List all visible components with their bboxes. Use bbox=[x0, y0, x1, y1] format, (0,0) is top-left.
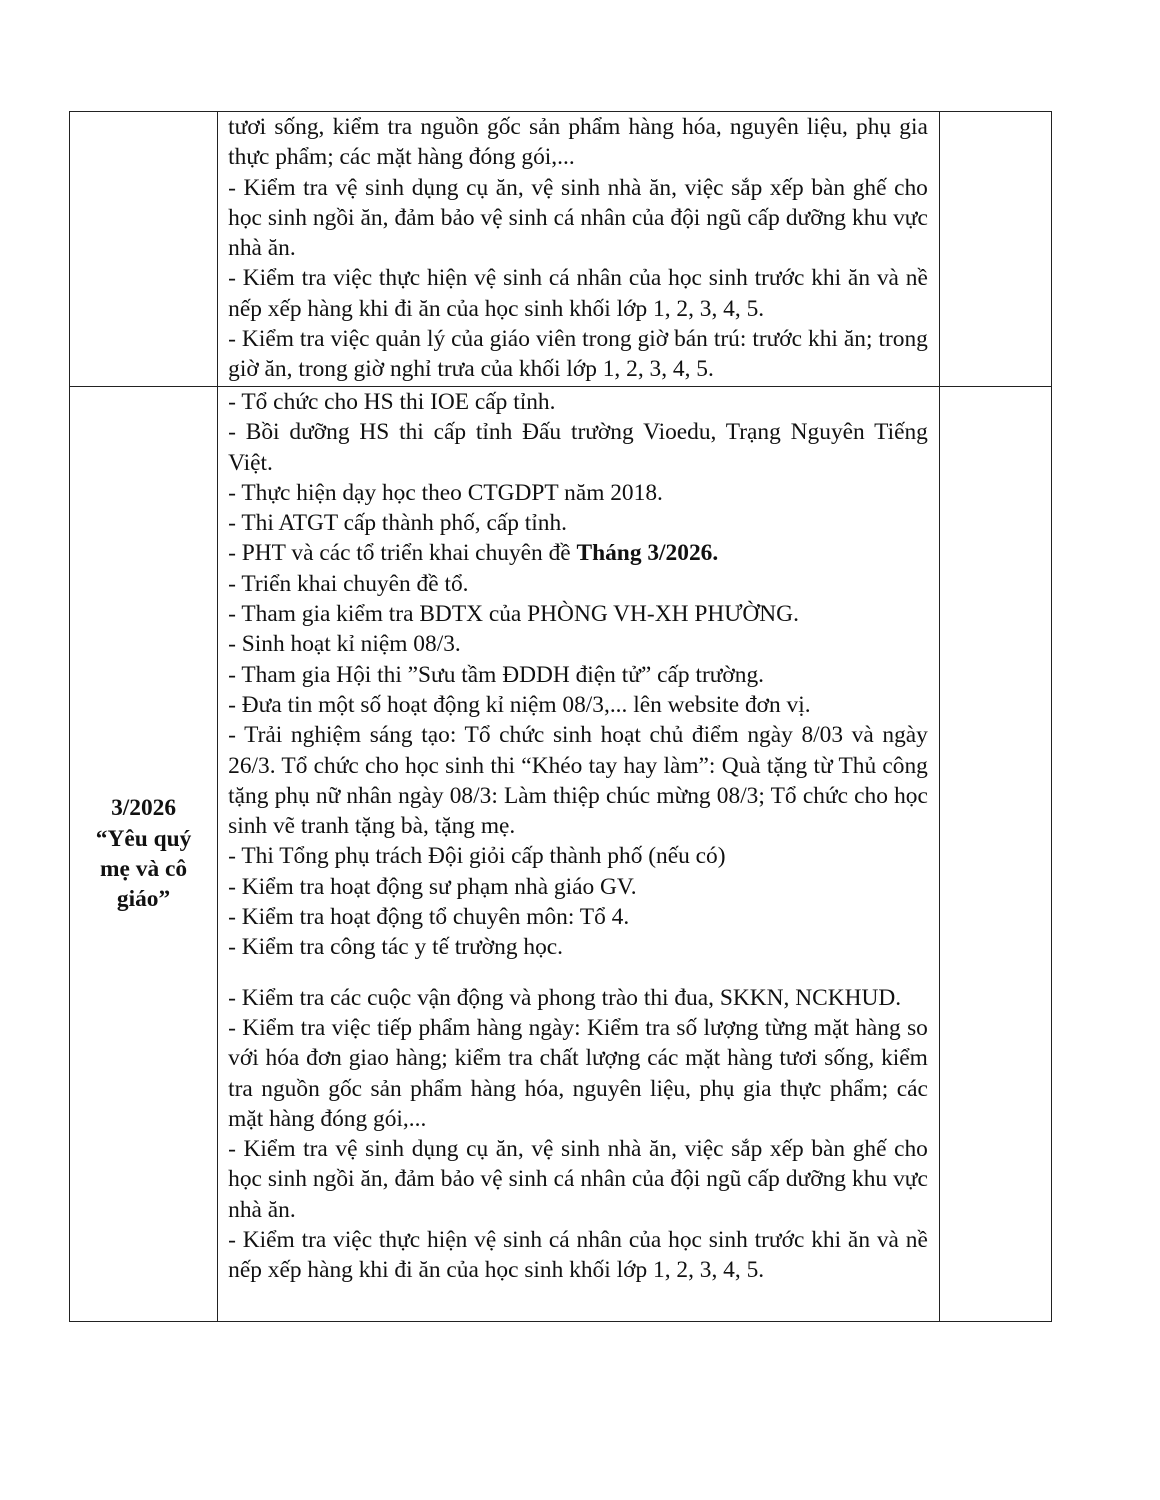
content-line: - Kiểm tra vệ sinh dụng cụ ăn, vệ sinh nhà ăn, việc sắp xếp bàn ghế cho học sinh ngồi ăn, đảm bảo vệ sinh cá nhân của đội ngũ cấp dưỡng khu vực nhà ăn. bbox=[228, 174, 928, 262]
content-line: - Tham gia kiểm tra BDTX của PHÒNG VH-XH PHƯỜNG. bbox=[228, 601, 799, 628]
month-cell bbox=[70, 112, 218, 387]
table-row bbox=[70, 112, 1052, 387]
plan-table bbox=[69, 111, 1052, 1322]
content-cell bbox=[218, 112, 940, 387]
content-line: - Kiểm tra việc thực hiện vệ sinh cá nhân của học sinh trước khi ăn và nề nếp xếp hàng khi đi ăn của học sinh khối lớp 1, 2, 3, 4, 5. bbox=[228, 1227, 928, 1284]
content-line: - Đưa tin một số hoạt động kỉ niệm 08/3,... lên website đơn vị. bbox=[228, 691, 811, 718]
content-line bbox=[228, 538, 928, 568]
content-line: - Kiểm tra hoạt động sư phạm nhà giáo GV. bbox=[228, 873, 637, 900]
content-line: - Kiểm tra việc quản lý của giáo viên trong giờ bán trú: trước khi ăn; trong giờ ăn, trong giờ nghỉ trưa của khối lớp 1, 2, 3, 4, 5. bbox=[228, 326, 928, 383]
content-line: - Kiểm tra công tác y tế trường học. bbox=[228, 934, 563, 961]
month-theme: “Yêu quý bbox=[95, 825, 192, 852]
note-cell bbox=[939, 387, 1051, 1322]
content-line: - Kiểm tra hoạt động tổ chuyên môn: Tổ 4. bbox=[228, 904, 630, 931]
content-line: - Kiểm tra các cuộc vận động và phong trào thi đua, SKKN, NCKHUD. bbox=[228, 984, 902, 1011]
pht-bold: Tháng 3/2026. bbox=[576, 540, 719, 567]
month-cell bbox=[70, 387, 218, 1322]
paragraph-gap bbox=[228, 963, 928, 983]
content-line: - Kiểm tra việc tiếp phẩm hàng ngày: Kiểm tra số lượng từng mặt hàng so với hóa đơn giao hàng; kiểm tra chất lượng các mặt hàng tươi sống, kiểm tra nguồn gốc sản phẩm hàng hóa, nguyên liệu, phụ gia thực phẩm; các mặt hàng đóng gói,... bbox=[228, 1014, 928, 1132]
content-line: - Kiểm tra vệ sinh dụng cụ ăn, vệ sinh nhà ăn, việc sắp xếp bàn ghế cho học sinh ngồi ăn, đảm bảo vệ sinh cá nhân của đội ngũ cấp dưỡng khu vực nhà ăn. bbox=[228, 1136, 928, 1223]
content-line: - Triển khai chuyên đề tổ. bbox=[228, 570, 469, 597]
table-row bbox=[70, 387, 1052, 1322]
content-line: - Kiểm tra việc thực hiện vệ sinh cá nhân của học sinh trước khi ăn và nề nếp xếp hàng khi đi ăn của học sinh khối lớp 1, 2, 3, 4, 5. bbox=[228, 265, 928, 322]
content-cell bbox=[218, 387, 940, 1322]
pht-prefix: - PHT và các tổ triển khai chuyên đề bbox=[228, 540, 577, 567]
content-line: - Thi Tổng phụ trách Đội giỏi cấp thành phố (nếu có) bbox=[228, 843, 726, 870]
month-theme: giáo” bbox=[116, 886, 171, 913]
content-line: - Bồi dưỡng HS thi cấp tỉnh Đấu trường Vioedu, Trạng Nguyên Tiếng Việt. bbox=[228, 419, 928, 476]
content-line: - Tổ chức cho HS thi IOE cấp tỉnh. bbox=[228, 389, 556, 415]
content-line: - Sinh hoạt kỉ niệm 08/3. bbox=[228, 631, 461, 658]
content-line: - Thực hiện dạy học theo CTGDPT năm 2018. bbox=[228, 479, 663, 506]
month-theme: mẹ và cô bbox=[100, 856, 188, 882]
note-cell bbox=[939, 112, 1051, 387]
content-line: - Tham gia Hội thi ”Sưu tầm ĐDDH điện tử” cấp trường. bbox=[228, 661, 765, 688]
content-line: tươi sống, kiểm tra nguồn gốc sản phẩm hàng hóa, nguyên liệu, phụ gia thực phẩm; các mặt hàng đóng gói,... bbox=[228, 114, 928, 171]
content-line: - Thi ATGT cấp thành phố, cấp tỉnh. bbox=[228, 510, 568, 537]
content-line: - Trải nghiệm sáng tạo: Tổ chức sinh hoạt chủ điểm ngày 8/03 và ngày 26/3. Tổ chức cho học sinh thi “Khéo tay hay làm”: Quà tặng từ Thủ công tặng phụ nữ nhân ngày 08/3: Làm thiệp chúc mừng 08/3; Tổ chức cho học sinh vẽ tranh tặng bà, tặng mẹ. bbox=[228, 722, 928, 840]
month-label: 3/2026 bbox=[111, 795, 177, 822]
